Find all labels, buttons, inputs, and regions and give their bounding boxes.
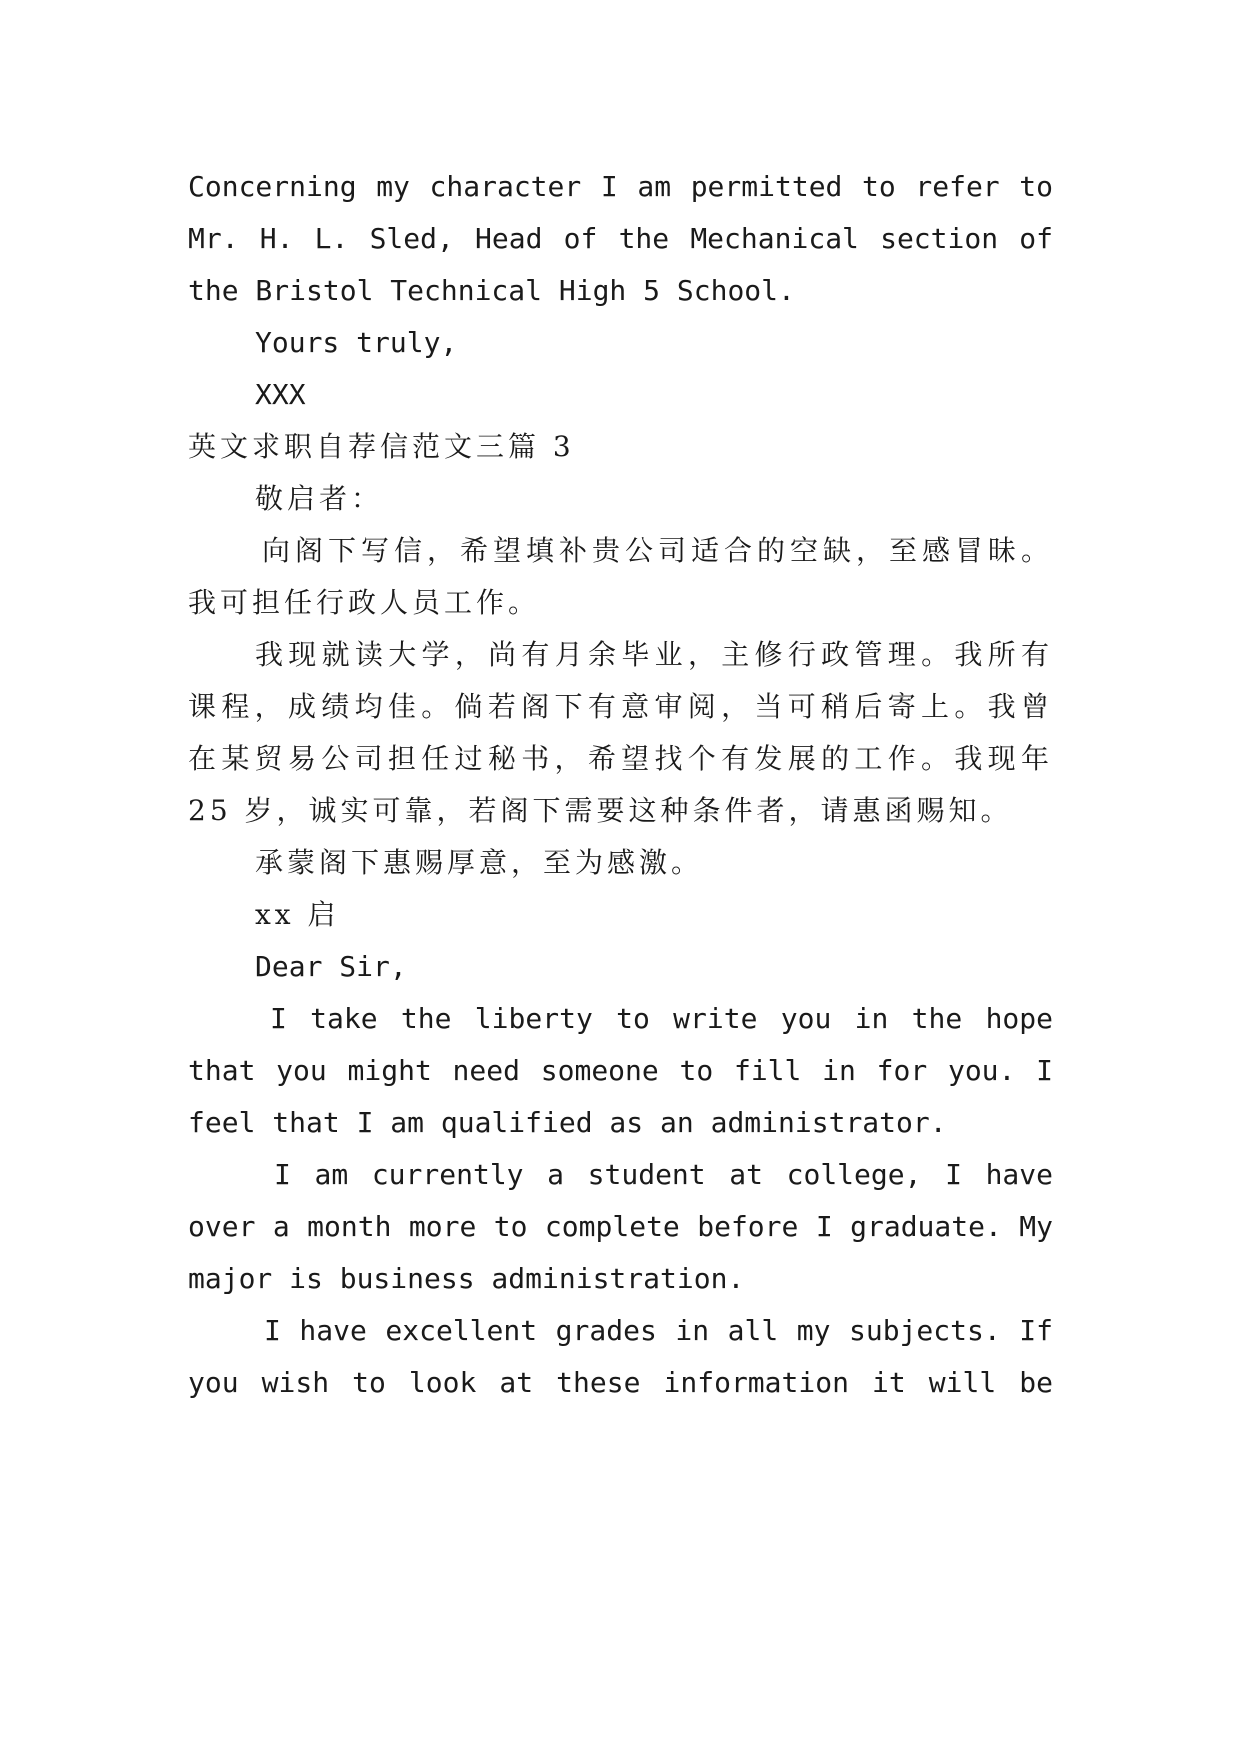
signature-line: xx 启 xyxy=(255,898,340,931)
text-line: I am currently a student at college, I have xyxy=(274,1158,1053,1191)
text-line: 我现就读大学，尚有月余毕业，主修行政管理。我所有 xyxy=(255,638,1053,671)
text-line: the Bristol Technical High 5 School. xyxy=(188,274,795,307)
text-line: 承蒙阁下惠赐厚意，至为感激。 xyxy=(255,846,704,879)
text-line: Concerning my character I am permitted to refer to xyxy=(188,170,1053,203)
text-line: 向阁下写信，希望填补贵公司适合的空缺，至感冒昧。 xyxy=(262,534,1053,567)
text-line: 课程，成绩均佳。倘若阁下有意审阅，当可稍后寄上。我曾 xyxy=(188,690,1053,723)
text-line: over a month more to complete before I graduate. My xyxy=(188,1210,1053,1243)
salutation-line: 敬启者： xyxy=(255,482,384,515)
text-line: that you might need someone to fill in for you. I xyxy=(188,1054,1053,1087)
text-line: you wish to look at these information it will be xyxy=(188,1366,1053,1399)
text-line: 25 岁，诚实可靠，若阁下需要这种条件者，请惠函赐知。 xyxy=(188,794,1013,827)
text-line: 在某贸易公司担任过秘书，希望找个有发展的工作。我现年 xyxy=(188,742,1053,775)
text-line: feel that I am qualified as an administrator. xyxy=(188,1106,947,1139)
text-line: I have excellent grades in all my subjects. If xyxy=(264,1314,1053,1347)
salutation-line: Dear Sir, xyxy=(255,950,407,983)
closing-line: Yours truly, xyxy=(255,326,458,359)
text-line: Mr. H. L. Sled, Head of the Mechanical section of xyxy=(188,222,1053,255)
text-line: major is business administration. xyxy=(188,1262,745,1295)
signature-line: XXX xyxy=(255,378,306,411)
section-heading: 英文求职自荐信范文三篇 3 xyxy=(188,430,575,463)
text-line: I take the liberty to write you in the hope xyxy=(270,1002,1053,1035)
text-line: 我可担任行政人员工作。 xyxy=(188,586,541,619)
